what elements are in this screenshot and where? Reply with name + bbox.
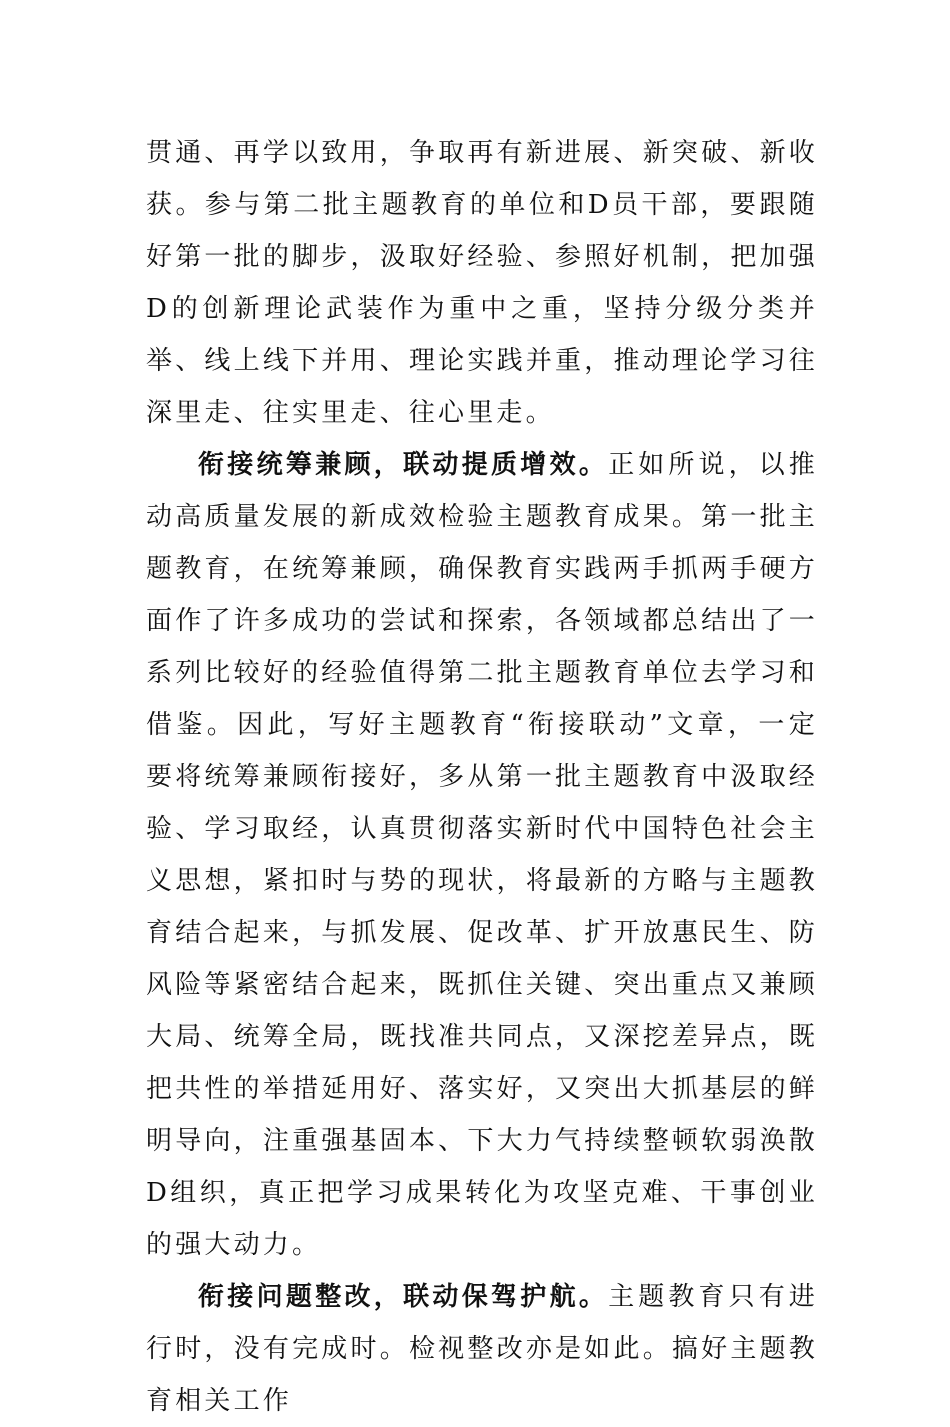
document-body — [146, 127, 818, 1427]
paragraph-continued — [146, 127, 818, 439]
paragraph-lead-heading: 衔接问题整改，联动保驾护航。 — [198, 1282, 609, 1312]
paragraph-text: 正如所说，以推动高质量发展的新成效检验主题教育成果。第一批主题教育，在统筹兼顾，确保教育实践两手抓两手硬方面作了许多成功的尝试和探索，各领域都总结出了一系列比较好的经验值得第二批主题教育单位去学习和借鉴。因此，写好主题教育“衔接联动”文章，一定要将统筹兼顾衔接好，多从第一批主题教育中汲取经验、学习取经，认真贯彻落实新时代中国特色社会主义思想，紧扣时与势的现状，将最新的方略与主题教育结合起来，与抓发展、促改革、扩开放惠民生、防风险等紧密结合起来，既抓住关键、突出重点又兼顾大局、统筹全局，既找准共同点，又深挖差异点，既把共性的举措延用好、落实好，又突出大抓基层的鲜明导向，注重强基固本、下大力气持续整顿软弱涣散D组织，真正把学习成果转化为攻坚克难、干事创业的强大动力。 — [146, 450, 818, 1260]
paragraph-text: 贯通、再学以致用，争取再有新进展、新突破、新收获。参与第二批主题教育的单位和D员干部，要跟随好第一批的脚步，汲取好经验、参照好机制，把加强D的创新理论武装作为重中之重，坚持分级分类并举、线上线下并用、理论实践并重，推动理论学习往深里走、往实里走、往心里走。 — [146, 138, 818, 428]
paragraph-coordination — [146, 439, 818, 1271]
paragraph-lead-heading: 衔接统筹兼顾，联动提质增效。 — [198, 450, 609, 480]
paragraph-text: 主题教育只有进行时，没有完成时。检视整改亦是如此。搞好主题教育相关工作 — [146, 1282, 818, 1416]
paragraph-rectification — [146, 1271, 818, 1427]
